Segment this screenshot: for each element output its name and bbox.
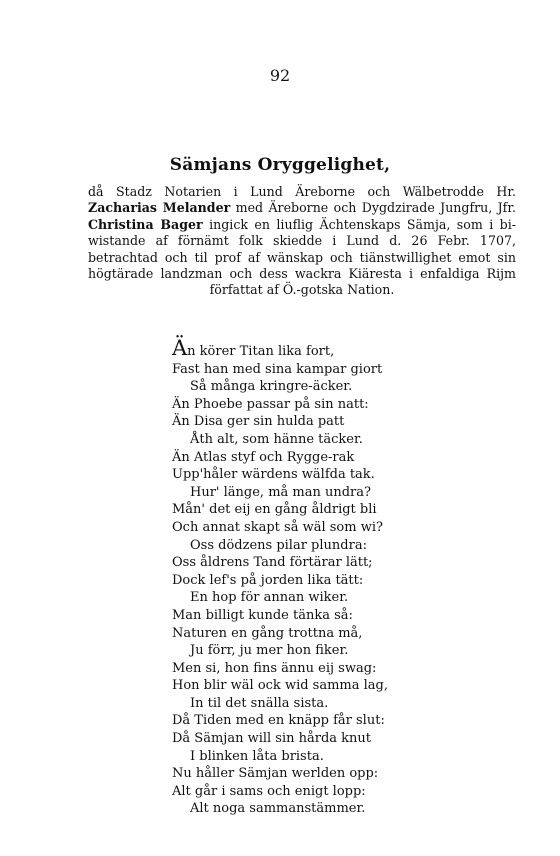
verse-line: Man billigt kunde tänka så: [172,607,353,623]
verse-line: I blinken låta brista. [190,748,324,764]
verse-line: Nu håller Sämjan werlden opp: [172,766,379,782]
dedication-paragraph [88,184,516,299]
verse-line: Naturen en gång trottna må, [172,625,363,641]
verse-line: Hur' länge, må man undra? [190,484,371,500]
poem-title: Sämjans Oryggelighet, [169,155,391,175]
dedication-line: wistande af förnämt folk skiedde i Lund d. 26 Febr. 1707, [88,233,516,249]
verse-line: Än Atlas styf och Rygge-rak [172,449,355,465]
verse-line: Så många kringre-äcker. [190,379,353,395]
verse-line: In til det snälla sista. [190,695,329,711]
verse-line: Alt noga sammanstämmer. [190,801,366,817]
dedication-line [88,200,516,216]
verse-line: Då Sämjan will sin hårda knut [172,731,372,747]
groom-name: Zacharias Melander [88,200,231,216]
verse-line: Åth alt, som hänne täcker. [190,431,363,447]
verse-line: Och annat skapt så wäl som wi? [172,519,383,535]
verse-line: Ju förr, ju mer hon fiker. [190,643,349,659]
verse-line: Upp'håler wärdens wälfda tak. [172,467,375,483]
verse-line: Än Disa ger sin hulda patt [172,414,345,430]
verse-line: Fast han med sina kampar giort [172,361,383,377]
dedication-text: ingick en liuflig Ächtenskaps Sämja, som i bi- [202,216,516,232]
verse-line: Men si, hon fins ännu eij swag: [172,660,377,676]
verse-line: Då Tiden med en knäpp får slut: [172,713,385,729]
verse-line: En hop för annan wiker. [190,590,349,606]
verse-line: Oss åldrens Tand förtärar lätt; [172,555,373,571]
verse-line: Än Phoebe passar på sin natt: [172,396,369,412]
verse-line: Alt går i sams och enigt lopp: [172,783,366,799]
page-number: 92 [269,66,291,85]
verse-text: n körer Titan lika fort, [187,344,335,359]
bride-name: Christina Bager [88,216,203,232]
dedication-text: med Äreborne och Dygdzirade Jungfru, Jfr. [230,200,516,216]
drop-cap: Ä [172,336,188,360]
dedication-line: författat af Ö.-gotska Nation. [209,282,395,298]
verse-line: Dock lef's på jorden lika tätt: [172,572,364,588]
dedication-line: betrachtad och til prof af wänskap och tiänstwillighet emot sin [88,249,516,265]
dedication-line [88,217,516,233]
verse-line [172,336,512,361]
verse-line: Oss dödzens pilar plundra: [190,537,367,553]
dedication-line: högtärade landzman och dess wackra Kiäresta i enfaldiga Rijm [88,266,516,282]
verse-line: Mån' det eij en gång åldrigt bli [172,502,377,518]
poem-body [172,336,512,818]
verse-line: Hon blir wäl ock wid samma lag, [172,678,388,694]
dedication-line: då Stadz Notarien i Lund Äreborne och Wälbetrodde Hr. [88,184,516,199]
